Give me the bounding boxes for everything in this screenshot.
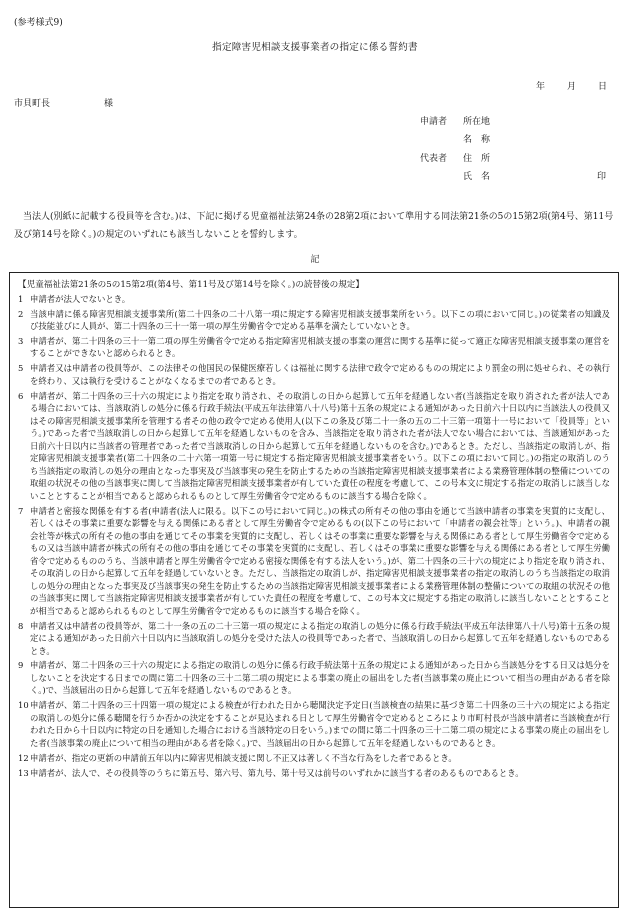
address-label: 所在地 bbox=[463, 117, 491, 127]
provisions-list bbox=[18, 293, 610, 779]
item-text: 申請者が、第二十四条の三十六の規定による指定の取消しの処分に係る行政手続法第十五条の規定による通知があった日から当該処分をする日又は処分をしないことを決定する日までの間に第二十四条の三十二第二項の規定による事業の廃止の届出をした者(当該事業の廃止について相当の理由がある者を除く。)で、当該届出の日から起算して五年を経過しないものであるとき。 bbox=[30, 660, 610, 696]
date-day-label: 日 bbox=[598, 82, 608, 92]
item-number: 10 bbox=[18, 700, 29, 711]
date-year-label: 年 bbox=[536, 82, 546, 92]
list-item bbox=[18, 505, 610, 618]
item-text: 申請者又は申請者の役員等が、この法律その他国民の保健医療若しくは福祉に関する法律で政令で定めるものの規定により罰金の刑に処せられ、その執行を終わり、又は執行を受けることがなくなるまでの者であるとき。 bbox=[30, 363, 610, 386]
item-text: 当該申請に係る障害児相談支援事業所(第二十四条の二十八第一項に規定する障害児相談支援事業所をいう。以下この項において同じ。)の従業者の知識及び技能並びに人員が、第二十四条の三十一第一項の厚生労働省令で定める基準を満たしていないとき。 bbox=[30, 308, 610, 332]
list-item bbox=[18, 699, 610, 749]
list-item bbox=[18, 390, 610, 503]
addressee-honorific: 様 bbox=[104, 99, 114, 109]
list-item bbox=[18, 308, 610, 333]
item-number: 6 bbox=[18, 390, 24, 401]
item-number: 12 bbox=[18, 752, 29, 763]
seal-mark: 印 bbox=[597, 172, 607, 182]
list-item bbox=[18, 362, 610, 387]
list-item bbox=[18, 293, 610, 306]
item-text: 申請者又は申請者の役員等が、第二十一条の五の二十三第一項の規定による指定の取消しの処分に係る行政手続法(平成五年法律第八十八号)第十五条の規定による通知があった日前六十日以内に当該取消しの処分を受けた法人の役員等であった者で、当該取消しの日から起算して五年を経過しないものであるとき。 bbox=[30, 620, 610, 656]
applicant-label: 申請者 bbox=[420, 117, 448, 127]
form-reference: (参考様式9) bbox=[14, 18, 63, 28]
item-text: 申請者が、法人で、その役員等のうちに第五号、第六号、第九号、第十号又は前号のいずれかに該当する者のあるものであるとき。 bbox=[30, 767, 524, 778]
item-number: 5 bbox=[18, 363, 24, 374]
date-month-label: 月 bbox=[567, 82, 577, 92]
item-number: 3 bbox=[18, 335, 24, 346]
item-text: 申請者が、第二十四条の三十四第一項の規定による検査が行われた日から聴聞決定予定日(当該検査の結果に基づき第二十四条の三十六の規定による指定の取消しの処分に係る聴聞を行うか否かの決定をすることが見込まれる日として厚生労働省令で定めるところにより市町村長が当該申請者に当該検査が行われた日から十日以内に特定の日を通知した場合における当該特定の日をいう。)までの間に第二十四条の三十二第二項の規定による事業の廃止の届出をした者(当該事業の廃止について相当の理由がある者を除く。)で、当該届出の日から起算して五年を経過しないものであるとき。 bbox=[30, 700, 610, 748]
item-text: 申請者が法人でないとき。 bbox=[30, 293, 131, 304]
rep-name-label: 氏 名 bbox=[463, 172, 491, 182]
representative-label: 代表者 bbox=[420, 154, 448, 164]
list-item bbox=[18, 335, 610, 360]
provisions-box bbox=[9, 272, 619, 908]
pledge-paragraph: 当法人(別紙に記載する役員等を含む。)は、下記に掲げる児童福祉法第24条の28第2項において準用する同法第21条の5の15第2項(第4号、第11号及び第14号を除く。)の規定のいずれにも該当しないことを誓約します。 bbox=[14, 212, 614, 240]
ki-heading: 記 bbox=[310, 255, 320, 265]
addressee-name: 市貝町長 bbox=[14, 99, 51, 109]
document-title: 指定障害児相談支援事業者の指定に係る誓約書 bbox=[212, 42, 418, 53]
item-number: 2 bbox=[18, 308, 24, 319]
item-text: 申請者と密接な関係を有する者(申請者(法人に限る。以下この号において同じ。)の株式の所有その他の事由を通じて当該申請者の事業を実質的に支配し、若しくはその事業に重要な影響を与える関係にある者として厚生労働省令で定めるもの(以下この号において「申請者の親会社等」という。)、申請者の親会社等が株式の所有その他の事由を通じてその事業を実質的に支配し、若しくはその事業に重要な影響を与える関係にある者として厚生労働省令で定めるもの又は当該申請者が株式の所有その他の事由を通じてその事業を実質的に支配し、若しくはその事業に重要な影響を与える関係にある者として厚生労働省令で定めるもののうち、当該申請者と厚生労働省令で定める密接な関係を有する法人をいう。)が、第二十四条の三十六の規定により指定を取り消され、その取消しの日から起算して五年を経過していないとき。ただし、当該指定の取消しが、指定障害児相談支援事業者の指定の取消しのうち当該指定の取消しの処分の理由となった事実及び当該事実の発生を防止するための当該指定障害児相談支援事業者による業務管理体制の整備についての取組の状況その他の当該事実に関して当該指定障害児相談支援事業者が有していた責任の程度を考慮して、この号本文に規定する指定の取消しに該当しないこととすることが相当であると認められるものとして厚生労働省令で定めるものに該当する場合を除く。 bbox=[30, 505, 610, 616]
item-number: 8 bbox=[18, 620, 24, 631]
item-number: 1 bbox=[18, 293, 24, 304]
list-item bbox=[18, 620, 610, 658]
item-number: 9 bbox=[18, 660, 24, 671]
item-number: 7 bbox=[18, 505, 24, 516]
item-text: 申請者が、第二十四条の三十一第二項の厚生労働省令で定める指定障害児相談支援の事業の運営に関する基準に従って適正な障害児相談支援事業の運営をすることができないと認められるとき。 bbox=[30, 335, 610, 359]
list-item bbox=[18, 752, 610, 765]
list-item bbox=[18, 659, 610, 697]
rep-address-label: 住 所 bbox=[463, 154, 491, 164]
item-text: 申請者が、指定の更新の申請前五年以内に障害児相談支援に関し不正又は著しく不当な行為をした者であるとき。 bbox=[30, 752, 457, 763]
item-number: 13 bbox=[18, 767, 29, 778]
item-text: 申請者が、第二十四条の三十六の規定により指定を取り消され、その取消しの日から起算して五年を経過しない者(当該指定を取り消された者が法人である場合においては、当該取消しの処分に係る行政手続法(平成五年法律第八十八号)第十五条の規定による通知があった日前六十日以内に当該法人の役員又はその障害児相談支援事業所を管理する者その他の政令で定める使用人(以下この条及び第二十一条の五の二十三第一項第十一号において「役員等」という。)であった者で当該取消しの日から起算して五年を経過しないものを含み、当該指定を取り消された者が法人でない場合においては、当該通知があった日前六十日以内に当該者の管理者であった者で当該取消しの日から起算して五年を経過しないものを含む。)であるとき。ただし、当該指定の取消しが、指定障害児相談支援事業者(第二十四条の二十六第一項第一号に規定する指定障害児相談支援事業者をいう。以下この項において同じ。)の指定の取消しのうち当該指定の取消しの処分の理由となった事実及び当該事実の発生を防止するための当該指定障害児相談支援事業者による業務管理体制の整備についての取組の状況その他の当該事実に関して当該指定障害児相談支援事業者が有していた責任の程度を考慮して、この号本文に規定する指定の取消しに該当しないこととすることが相当であると認められるものとして厚生労働省令で定めるものに該当する場合を除く。 bbox=[30, 390, 610, 501]
provisions-heading: 【児童福祉法第21条の5の15第2項(第4号、第11号及び第14号を除く。)の読替後の規定】 bbox=[18, 280, 364, 290]
list-item bbox=[18, 767, 610, 780]
name-label: 名 称 bbox=[463, 135, 491, 145]
